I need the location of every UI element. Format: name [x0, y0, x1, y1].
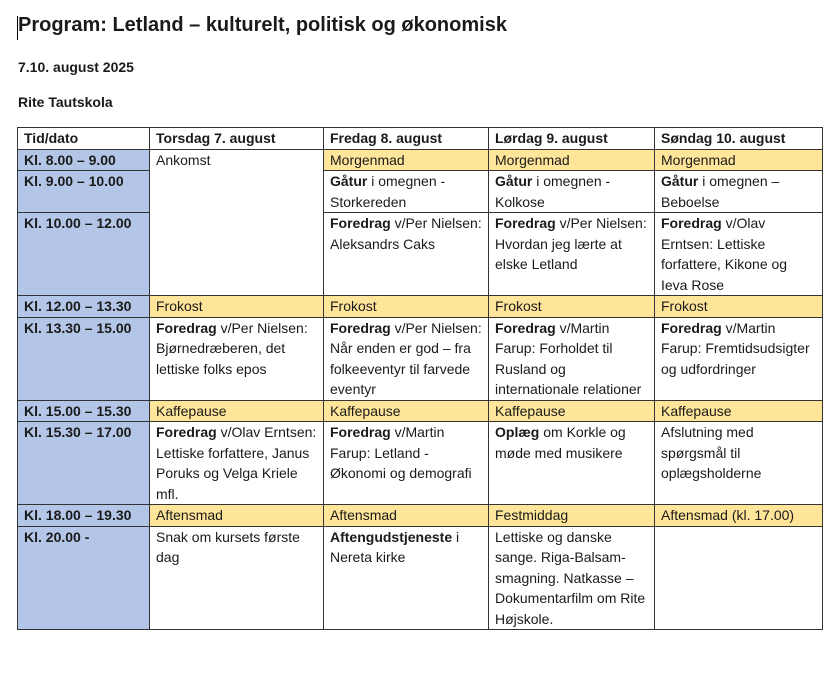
header-friday: Fredag 8. august — [324, 128, 489, 150]
document-date: 7.10. august 2025 — [18, 59, 134, 75]
activity-label: Foredrag — [661, 319, 722, 336]
activity-label: Gåtur — [330, 173, 368, 189]
sun-closing-cell: Afslutning med spørgsmål til oplægsholderne — [655, 422, 823, 505]
program-table — [17, 127, 823, 630]
header-sunday: Søndag 10. august — [655, 128, 823, 150]
time-cell: Kl. 9.00 – 10.00 — [18, 171, 150, 213]
sat-lecture-cell — [489, 213, 655, 296]
activity-detail: om Korkle og møde med musikere — [495, 424, 626, 461]
table-row — [18, 213, 823, 296]
thu-evening-cell: Snak om kursets første dag — [150, 526, 324, 630]
fri-coffee-cell: Kaffepause — [324, 400, 489, 422]
activity-detail: v/Per Nielsen: Når enden er god – fra folkeeventyr til farvede eventyr — [330, 319, 482, 397]
fri-lecture-cell — [324, 422, 489, 505]
fri-breakfast-cell: Morgenmad — [324, 149, 489, 171]
sat-lunch-cell: Frokost — [489, 296, 655, 318]
activity-detail: i omegnen - Storkereden — [330, 173, 446, 210]
sun-lunch-cell: Frokost — [655, 296, 823, 318]
time-cell: Kl. 13.30 – 15.00 — [18, 317, 150, 400]
fri-lecture-cell — [324, 213, 489, 296]
activity-label: Foredrag — [330, 215, 391, 231]
activity-detail: v/Olav Erntsen: Lettiske forfattere, Janus Poruks og Velga Kriele mfl. — [156, 424, 317, 502]
activity-label: Foredrag — [661, 215, 722, 231]
header-saturday: Lørdag 9. august — [489, 128, 655, 150]
activity-label: Foredrag — [330, 319, 391, 336]
document-title: Program: Letland – kulturelt, politisk og økonomisk — [18, 14, 507, 36]
table-row — [18, 526, 823, 630]
sun-lecture-cell — [655, 317, 823, 400]
activity-detail: v/Olav Erntsen: Lettiske forfattere, Kikone og Ieva Rose — [661, 215, 788, 293]
activity-label: Oplæg — [495, 424, 540, 440]
fri-lecture-cell — [324, 317, 489, 400]
time-cell: Kl. 15.30 – 17.00 — [18, 422, 150, 505]
sun-lecture-cell — [655, 213, 823, 296]
activity-label: Foredrag — [495, 319, 556, 336]
time-cell: Kl. 12.00 – 13.30 — [18, 296, 150, 318]
fri-evening-cell — [324, 526, 489, 630]
activity-detail: i omegnen – Beboelse — [661, 173, 780, 210]
table-row — [18, 317, 823, 400]
activity-detail: v/Martin Farup: Forholdet til Rusland og internationale relationer — [495, 319, 642, 397]
header-thursday: Torsdag 7. august — [150, 128, 324, 150]
sun-walk-cell — [655, 171, 823, 213]
sun-dinner-cell: Aftensmad (kl. 17.00) — [655, 505, 823, 527]
sat-evening-cell: Lettiske og danske sange. Riga-Balsam-smagning. Natkasse – Dokumentarfilm om Rite Højskole. — [489, 526, 655, 630]
fri-lunch-cell: Frokost — [324, 296, 489, 318]
activity-detail: v/Martin Farup: Fremtidsudsigter og udfordringer — [661, 319, 810, 377]
thu-lecture-cell — [150, 317, 324, 400]
time-cell: Kl. 10.00 – 12.00 — [18, 213, 150, 296]
sat-walk-cell — [489, 171, 655, 213]
thu-arrival-cell: Ankomst — [150, 149, 324, 296]
table-row — [18, 149, 823, 171]
sat-breakfast-cell: Morgenmad — [489, 149, 655, 171]
activity-detail: v/Per Nielsen: Hvordan jeg lærte at elske Letland — [495, 215, 647, 272]
table-row — [18, 505, 823, 527]
fri-walk-cell — [324, 171, 489, 213]
activity-detail: v/Per Nielsen: Bjørnedræberen, det lettiske folks epos — [156, 319, 308, 377]
activity-detail: i Nereta kirke — [330, 528, 460, 565]
thu-dinner-cell: Aftensmad — [150, 505, 324, 527]
table-row — [18, 400, 823, 422]
document-location: Rite Tautskola — [18, 94, 113, 110]
fri-dinner-cell: Aftensmad — [324, 505, 489, 527]
thu-lunch-cell: Frokost — [150, 296, 324, 318]
activity-label: Foredrag — [156, 319, 217, 336]
sun-coffee-cell: Kaffepause — [655, 400, 823, 422]
sat-dinner-cell: Festmiddag — [489, 505, 655, 527]
sat-coffee-cell: Kaffepause — [489, 400, 655, 422]
activity-label: Foredrag — [156, 424, 217, 440]
table-row — [18, 296, 823, 318]
activity-label: Foredrag — [330, 424, 391, 440]
activity-detail: i omegnen - Kolkose — [495, 173, 611, 210]
time-cell: Kl. 20.00 - — [18, 526, 150, 630]
thu-lecture-cell — [150, 422, 324, 505]
table-header-row — [18, 128, 823, 150]
time-cell: Kl. 8.00 – 9.00 — [18, 149, 150, 171]
time-cell: Kl. 18.00 – 19.30 — [18, 505, 150, 527]
sat-lecture-cell — [489, 317, 655, 400]
activity-label: Gåtur — [495, 173, 533, 189]
time-cell: Kl. 15.00 – 15.30 — [18, 400, 150, 422]
table-row — [18, 422, 823, 505]
header-time: Tid/dato — [18, 128, 150, 150]
sun-breakfast-cell: Morgenmad — [655, 149, 823, 171]
sat-talk-cell — [489, 422, 655, 505]
activity-label: Foredrag — [495, 215, 556, 231]
thu-coffee-cell: Kaffepause — [150, 400, 324, 422]
sun-evening-cell — [655, 526, 823, 630]
table-row — [18, 171, 823, 213]
activity-label: Gåtur — [661, 173, 699, 189]
activity-detail: v/Per Nielsen: Aleksandrs Caks — [330, 215, 482, 252]
activity-detail: v/Martin Farup: Letland - Økonomi og demografi — [330, 424, 472, 481]
activity-label: Aftengudstjeneste — [330, 528, 453, 545]
